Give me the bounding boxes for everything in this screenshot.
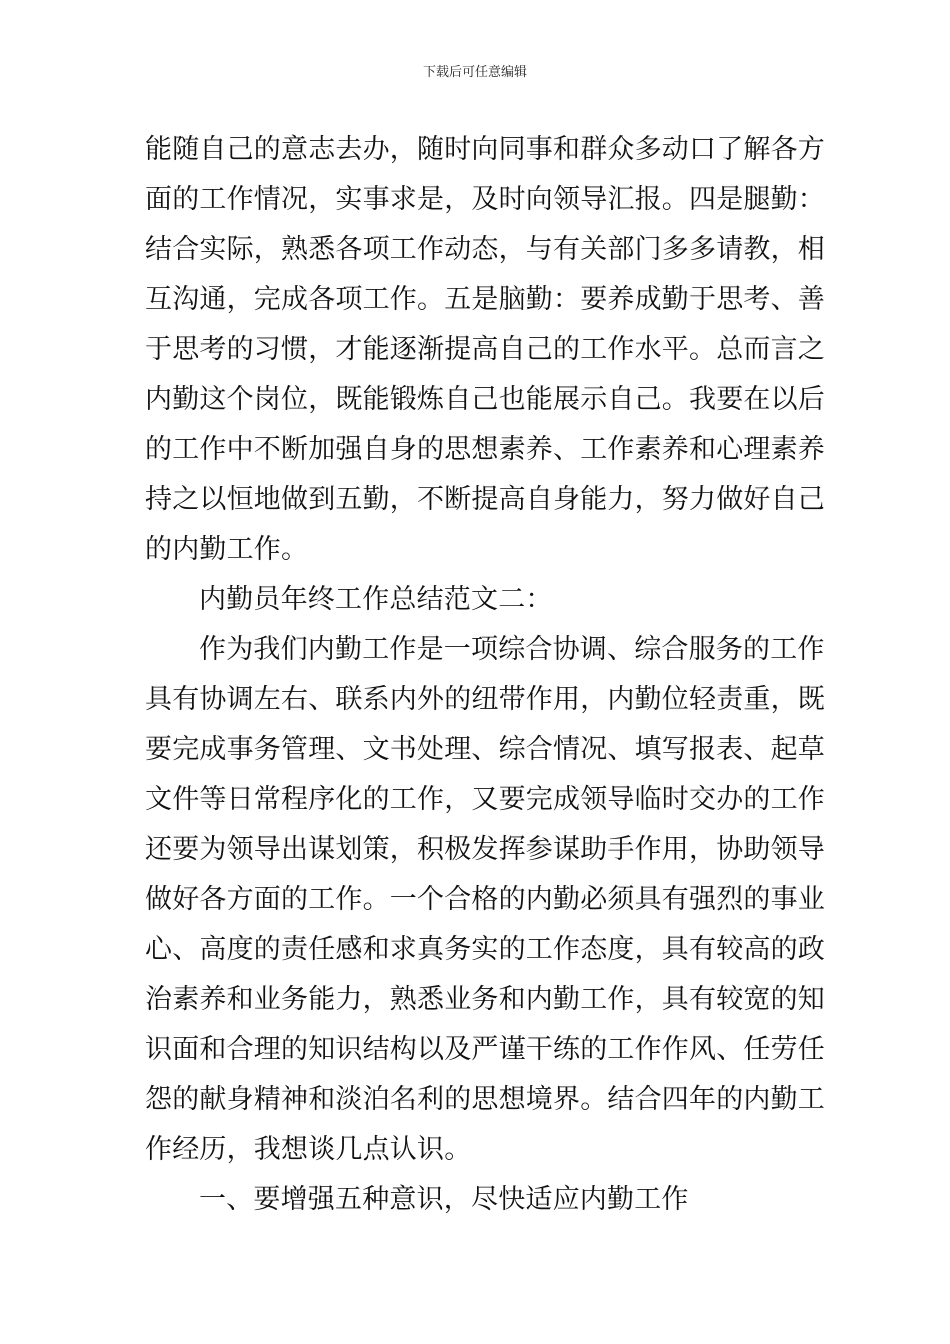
body-line: 持之以恒地做到五勤，不断提高自身能力，努力做好自己: [145, 484, 825, 515]
body-line: 的工作中不断加强自身的思想素养、工作素养和心理素养: [145, 434, 825, 465]
page-header-note: 下载后可任意编辑: [422, 65, 527, 80]
body-line: 文件等日常程序化的工作，又要完成领导临时交办的工作: [145, 784, 825, 815]
document-body: [145, 125, 825, 1225]
body-line: 还要为领导出谋划策，积极发挥参谋助手作用，协助领导: [145, 834, 825, 865]
body-line: 能随自己的意志去办，随时向同事和群众多动口了解各方: [145, 134, 825, 165]
paragraph-first-line: 作为我们内勤工作是一项综合协调、综合服务的工作: [199, 634, 825, 665]
body-line: 作经历，我想谈几点认识。: [145, 1134, 472, 1165]
section-heading: 内勤员年终工作总结范文二：: [199, 584, 553, 615]
body-line: 怨的献身精神和淡泊名利的思想境界。结合四年的内勤工: [145, 1084, 825, 1115]
body-line: 于思考的习惯，才能逐渐提高自己的工作水平。总而言之: [145, 334, 825, 365]
section-heading: 一、要增强五种意识，尽快适应内勤工作: [199, 1184, 689, 1215]
body-line: 识面和合理的知识结构以及严谨干练的工作作风、任劳任: [145, 1034, 825, 1065]
body-line: 内勤这个岗位，既能锻炼自己也能展示自己。我要在以后: [145, 384, 825, 415]
body-line: 互沟通，完成各项工作。五是脑勤：要养成勤于思考、善: [145, 284, 825, 315]
body-line: 结合实际，熟悉各项工作动态，与有关部门多多请教，相: [145, 234, 825, 265]
body-line: 的内勤工作。: [145, 534, 309, 565]
body-line: 心、高度的责任感和求真务实的工作态度，具有较高的政: [145, 934, 825, 965]
body-line: 具有协调左右、联系内外的纽带作用，内勤位轻责重，既: [145, 684, 825, 715]
body-line: 治素养和业务能力，熟悉业务和内勤工作，具有较宽的知: [145, 984, 825, 1015]
body-line: 面的工作情况，实事求是，及时向领导汇报。四是腿勤：: [145, 184, 825, 215]
body-line: 要完成事务管理、文书处理、综合情况、填写报表、起草: [145, 734, 825, 765]
body-line: 做好各方面的工作。一个合格的内勤必须具有强烈的事业: [145, 884, 825, 915]
